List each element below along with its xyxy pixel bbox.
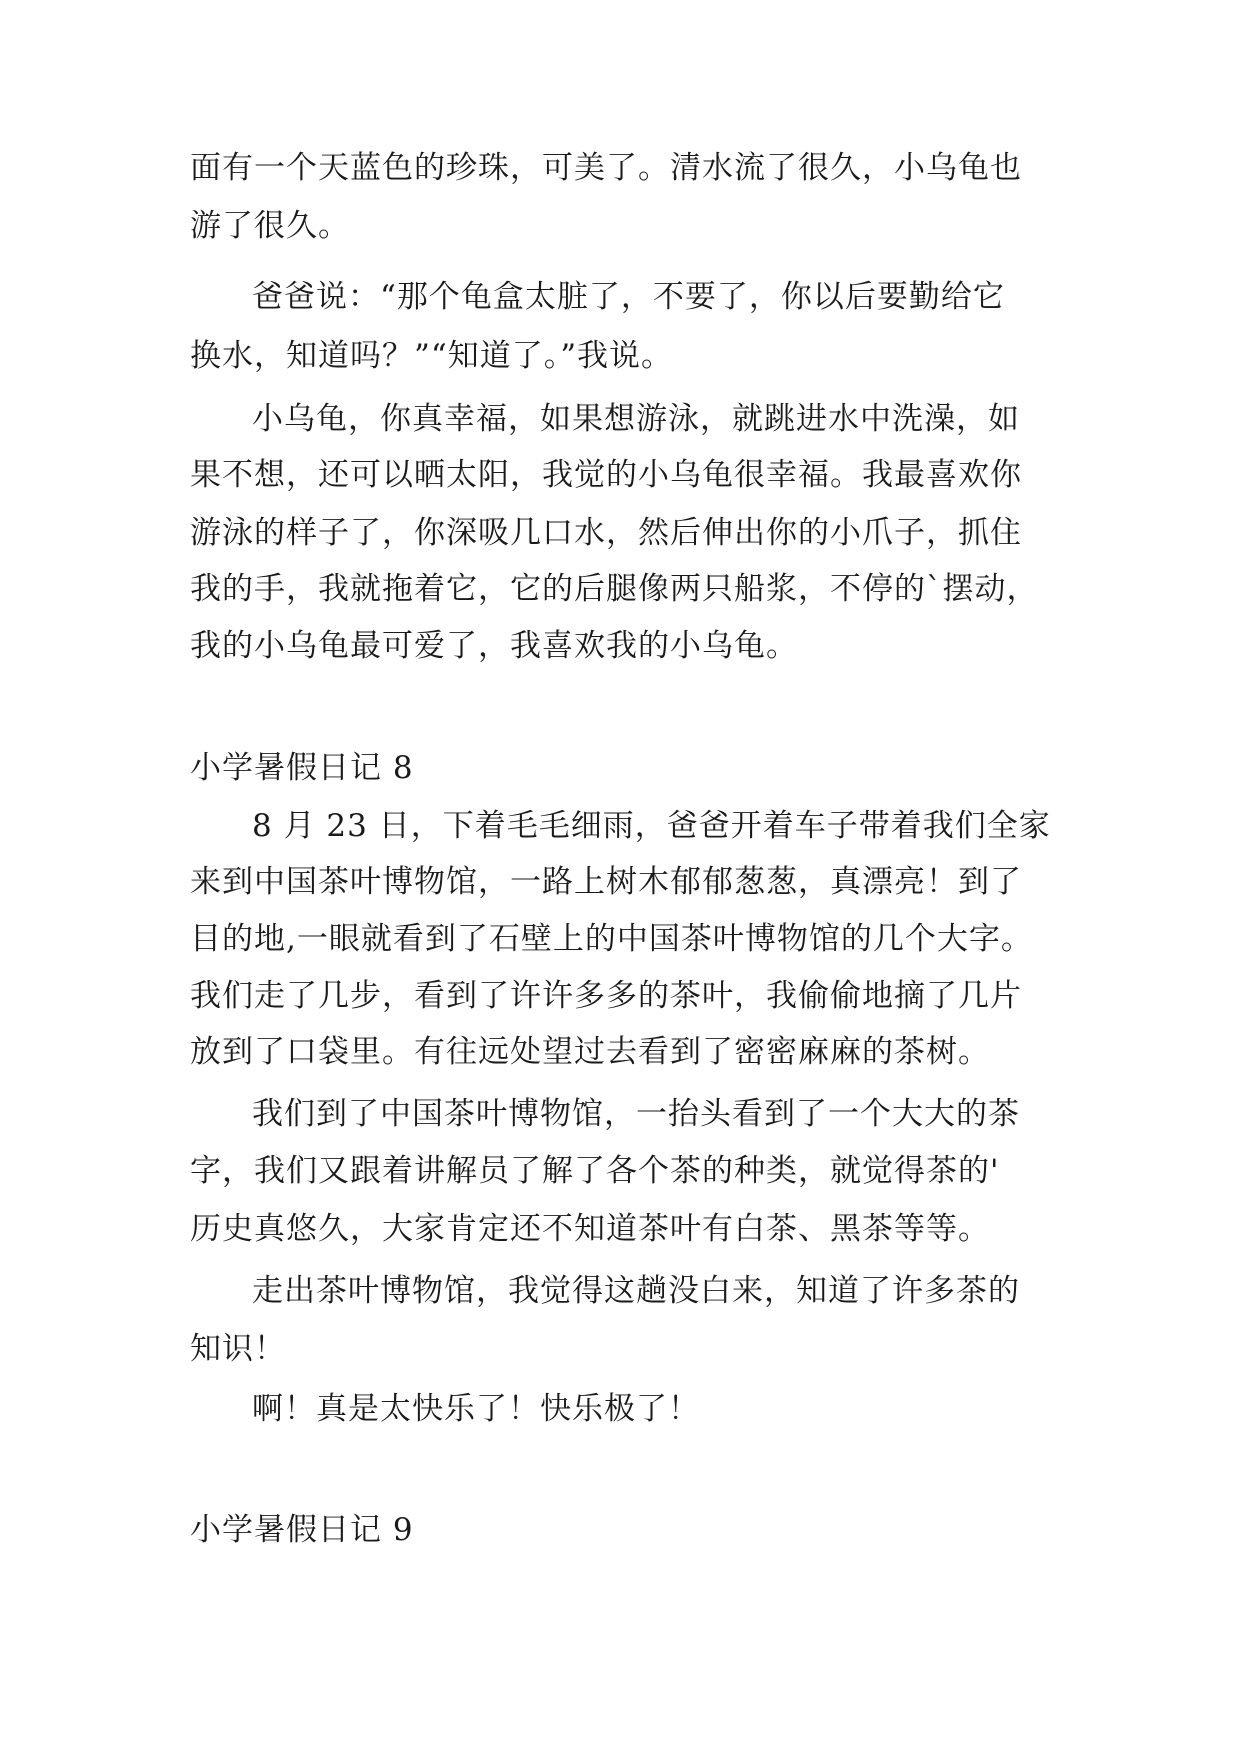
paragraph-line: 历史真悠久，大家肯定还不知道茶叶有白茶、黑茶等等。	[190, 1211, 990, 1247]
paragraph-line: 8 月 23 日，下着毛毛细雨，爸爸开着车子带着我们全家	[252, 808, 1051, 844]
paragraph-line: 走出茶叶博物馆，我觉得这趟没白来，知道了许多茶的	[252, 1273, 1020, 1309]
paragraph-line: 我的小乌龟最可爱了，我喜欢我的小乌龟。	[190, 628, 798, 664]
section-heading: 小学暑假日记 9	[190, 1512, 414, 1548]
paragraph-line: 换水，知道吗？”“知道了。”我说。	[190, 338, 674, 374]
paragraph-line: 放到了口袋里。有往远处望过去看到了密密麻麻的茶树。	[190, 1034, 990, 1070]
paragraph-line: 小乌龟，你真幸福，如果想游泳，就跳进水中洗澡，如	[252, 401, 1020, 437]
paragraph-line: 我们到了中国茶叶博物馆，一抬头看到了一个大大的茶	[252, 1096, 1020, 1132]
paragraph-line: 目的地,一眼就看到了石壁上的中国茶叶博物馆的几个大字。	[190, 921, 1033, 957]
paragraph-line: 我的手，我就拖着它，它的后腿像两只船浆，不停的`摆动，	[190, 571, 1039, 607]
paragraph-line: 游了很久。	[190, 208, 350, 244]
paragraph-line: 啊！真是太快乐了！快乐极了！	[252, 1391, 700, 1427]
paragraph-line: 果不想，还可以晒太阳，我觉的小乌龟很幸福。我最喜欢你	[190, 457, 1022, 493]
paragraph-line: 爸爸说：“那个龟盒太脏了，不要了，你以后要勤给它	[252, 279, 1005, 315]
paragraph-line: 字，我们又跟着讲解员了解了各个茶的种类，就觉得茶的'	[190, 1153, 1000, 1189]
paragraph-line: 面有一个天蓝色的珍珠，可美了。清水流了很久，小乌龟也	[190, 150, 1022, 186]
section-heading: 小学暑假日记 8	[190, 750, 414, 786]
paragraph-line: 知识！	[190, 1331, 286, 1367]
paragraph-line: 来到中国茶叶博物馆，一路上树木郁郁葱葱，真漂亮！到了	[190, 864, 1022, 900]
paragraph-line: 我们走了几步，看到了许许多多的茶叶，我偷偷地摘了几片	[190, 978, 1022, 1014]
paragraph-line: 游泳的样子了，你深吸几口水，然后伸出你的小爪子，抓住	[190, 515, 1022, 551]
